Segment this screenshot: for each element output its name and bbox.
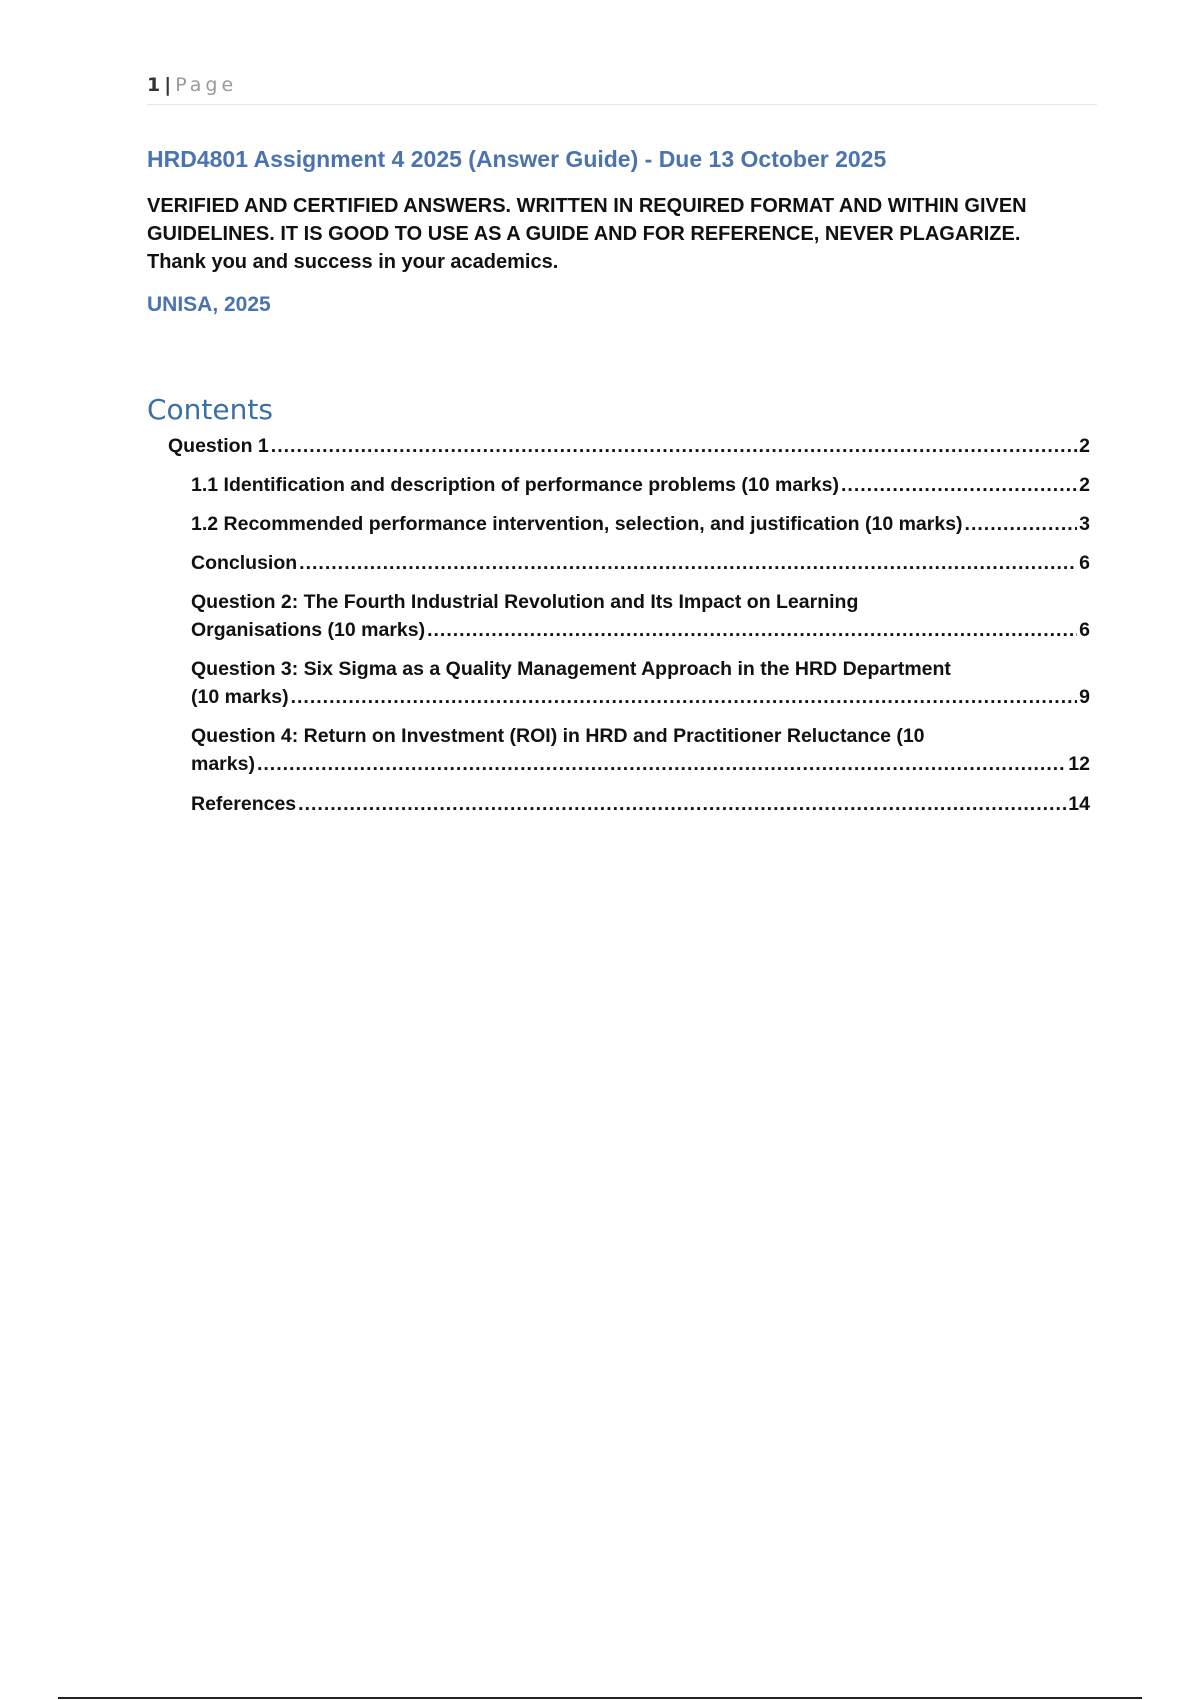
toc-page-number: 2 [1079,474,1090,496]
toc-page-number: 6 [1079,619,1090,641]
page-bottom-rule [58,1697,1142,1699]
toc-dot-leader [965,510,1078,538]
toc-entry-line [191,790,1090,818]
toc-entry-1-2[interactable] [191,510,1090,538]
toc-dot-leader [427,616,1077,644]
toc-dot-leader [271,432,1077,460]
disclaimer-text: VERIFIED AND CERTIFIED ANSWERS. WRITTEN IN REQUIRED FORMAT AND WITHIN GIVEN GUIDELINES. IT IS GOOD TO USE AS A GUIDE AND FOR REFERENCE, NEVER PLAGARIZE. Thank you and success in your academics. [147,195,1027,273]
toc-entry-title: Question 1 [168,435,269,457]
toc-entry-title-first-line: Question 3: Six Sigma as a Quality Management Approach in the HRD Department [191,658,951,680]
institution-line: UNISA, 2025 [147,293,271,316]
toc-entry-question-4[interactable] [191,722,1090,778]
document-title: HRD4801 Assignment 4 2025 (Answer Guide) - Due 13 October 2025 [147,146,887,172]
toc-entry-line [191,471,1090,499]
toc-entry-title: (10 marks) [191,686,289,708]
toc-entry-1-1[interactable] [191,471,1090,499]
toc-entry-question-2[interactable] [191,588,1090,644]
toc-dot-leader [257,750,1066,778]
toc-page-number: 12 [1068,753,1090,775]
toc-page-number: 9 [1079,686,1090,708]
toc-page-number: 3 [1079,513,1090,535]
toc-entry-line [191,510,1090,538]
toc-entry-title: marks) [191,753,255,775]
toc-entry-title-first-line: Question 4: Return on Investment (ROI) in HRD and Practitioner Reluctance (10 [191,725,925,747]
toc-entry-title: References [191,793,297,815]
page-number-separator: | [164,74,172,96]
toc-dot-leader [291,683,1078,711]
toc-entry-references[interactable] [191,790,1090,818]
toc-entry-title: 1.2 Recommended performance intervention, selection, and justification (10 marks) [191,513,963,535]
toc-entry-conclusion[interactable] [191,549,1090,577]
toc-dot-leader [298,790,1066,818]
page-header [147,74,1097,105]
toc-entry-title-first-line: Question 2: The Fourth Industrial Revolution and Its Impact on Learning [191,591,859,613]
toc-entry-line [168,432,1090,460]
toc-entry-question-3[interactable] [191,655,1090,711]
toc-page-number: 14 [1068,793,1090,815]
toc-entry-line [191,750,1090,778]
toc-dot-leader [299,549,1077,577]
toc-dot-leader [841,471,1077,499]
toc-entry-question-1[interactable] [168,432,1090,460]
page-label: Page [175,74,238,96]
toc-entry-line [191,549,1090,577]
toc-entry-title: Organisations (10 marks) [191,619,426,641]
contents-heading: Contents [147,393,273,426]
toc-page-number: 6 [1079,552,1090,574]
page-number: 1 [147,74,161,96]
toc-entry-line [191,683,1090,711]
toc-page-number: 2 [1079,435,1090,457]
toc-entry-title: 1.1 Identification and description of performance problems (10 marks) [191,474,839,496]
toc-entry-line [191,616,1090,644]
toc-entry-title: Conclusion [191,552,298,574]
